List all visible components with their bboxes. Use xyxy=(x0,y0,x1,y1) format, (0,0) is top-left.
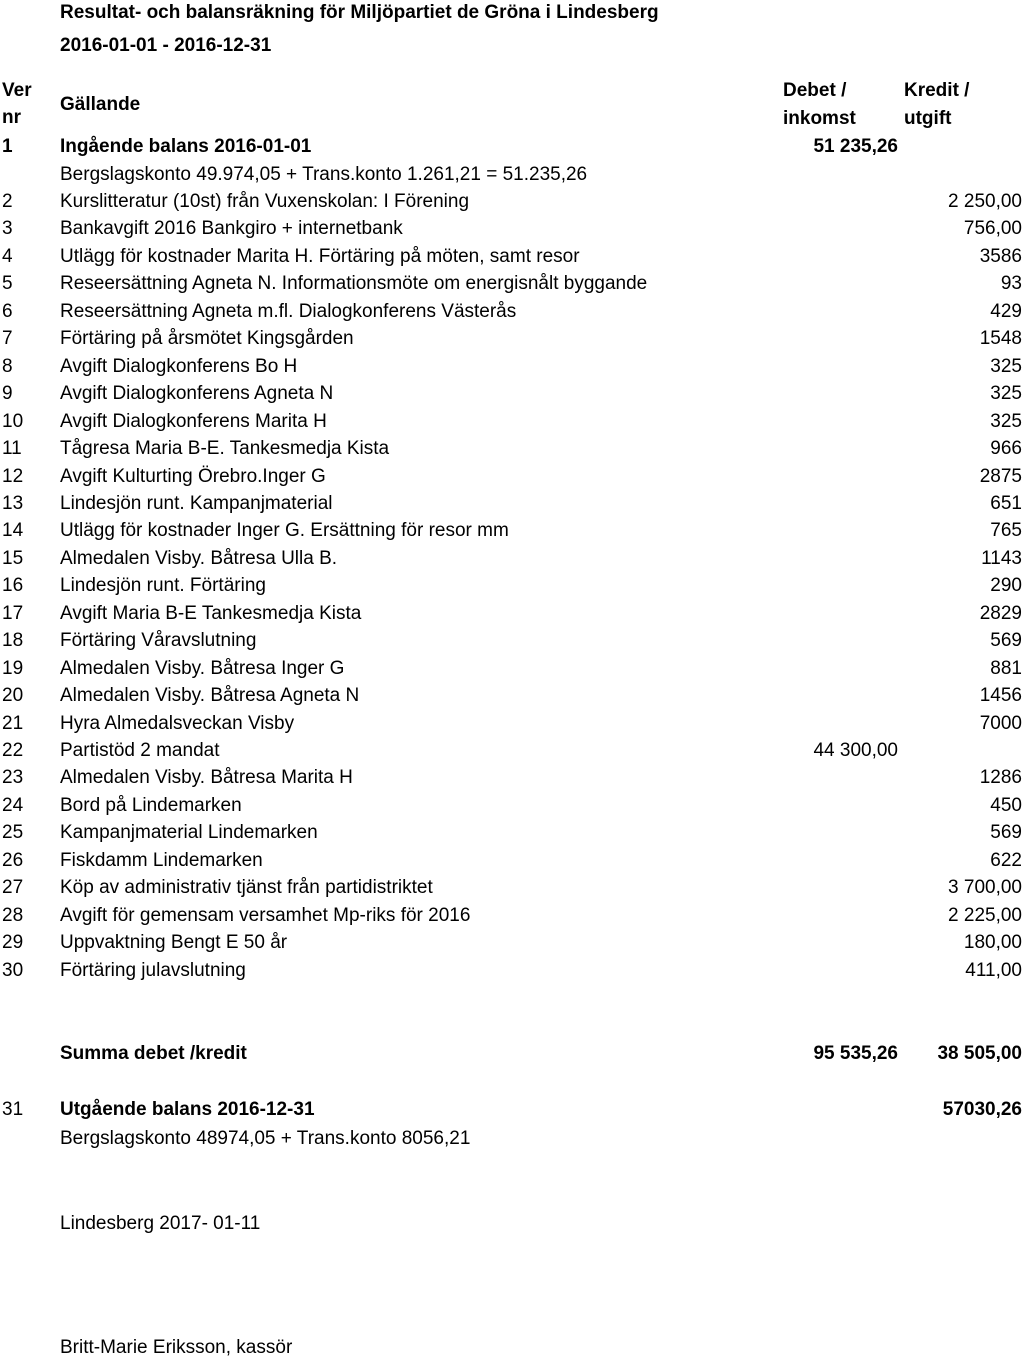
transaction-row xyxy=(0,877,1024,905)
transaction-kredit: 93 xyxy=(1000,273,1022,295)
transaction-row xyxy=(0,795,1024,823)
transaction-kredit: 1456 xyxy=(979,685,1022,707)
opening-nr: 1 xyxy=(2,136,13,157)
summa-debet: 95 535,26 xyxy=(813,1043,898,1064)
transaction-row xyxy=(0,520,1024,548)
transaction-kredit: 1143 xyxy=(981,547,1022,569)
transaction-kredit: 2 250,00 xyxy=(948,191,1022,212)
transaction-row xyxy=(0,301,1024,329)
transaction-row xyxy=(0,740,1024,768)
transaction-row xyxy=(0,328,1024,356)
transaction-nr: 21 xyxy=(2,712,24,734)
transaction-nr: 6 xyxy=(2,300,13,322)
transaction-description: Almedalen Visby. Båtresa Inger G xyxy=(60,657,345,679)
transaction-nr: 20 xyxy=(2,685,24,707)
transaction-description: Avgift för gemensam versamhet Mp-riks för 2016 xyxy=(60,904,471,926)
transaction-row xyxy=(0,191,1024,219)
header-kredit: Kredit / xyxy=(904,80,970,101)
header-debet: Debet / xyxy=(783,80,847,101)
transaction-kredit: 622 xyxy=(990,849,1022,871)
document-period: 2016-01-01 - 2016-12-31 xyxy=(60,35,272,56)
header-gallande: Gällande xyxy=(60,94,141,115)
transaction-description: Partistöd 2 mandat xyxy=(60,740,220,761)
transaction-row xyxy=(0,685,1024,713)
transaction-description: Fiskdamm Lindemarken xyxy=(60,849,263,871)
transaction-description: Almedalen Visby. Båtresa Marita H xyxy=(60,767,353,789)
transaction-kredit: 881 xyxy=(990,657,1022,679)
transaction-kredit: 569 xyxy=(990,822,1022,844)
transaction-description: Kampanjmaterial Lindemarken xyxy=(60,822,318,844)
transaction-debet: 44 300,00 xyxy=(813,740,898,761)
transaction-nr: 10 xyxy=(2,410,24,432)
transaction-description: Tågresa Maria B-E. Tankesmedja Kista xyxy=(60,438,390,460)
document-title: Resultat- och balansräkning för Miljöpartiet de Gröna i Lindesberg xyxy=(60,2,659,23)
closing-balance-row xyxy=(0,1099,1024,1127)
transaction-row xyxy=(0,960,1024,988)
transaction-nr: 23 xyxy=(2,767,24,789)
transaction-description: Utlägg för kostnader Marita H. Förtäring på möten, samt resor xyxy=(60,245,580,267)
signature: Britt-Marie Eriksson, kassör xyxy=(60,1337,293,1358)
transaction-nr: 5 xyxy=(2,273,13,295)
transaction-nr: 30 xyxy=(2,959,24,981)
transaction-row xyxy=(0,411,1024,439)
transaction-description: Lindesjön runt. Kampanjmaterial xyxy=(60,492,333,514)
transaction-row xyxy=(0,850,1024,878)
transaction-row xyxy=(0,575,1024,603)
transaction-description: Förtäring julavslutning xyxy=(60,959,246,981)
transaction-row xyxy=(0,658,1024,686)
transaction-row xyxy=(0,713,1024,741)
transaction-kredit: 651 xyxy=(990,492,1022,514)
transaction-nr: 24 xyxy=(2,794,24,816)
transaction-nr: 25 xyxy=(2,822,24,844)
transaction-nr: 22 xyxy=(2,740,24,761)
opening-label: Ingående balans 2016-01-01 xyxy=(60,136,312,157)
closing-nr: 31 xyxy=(2,1099,24,1120)
transaction-nr: 8 xyxy=(2,355,13,377)
transaction-nr: 17 xyxy=(2,602,24,624)
transaction-description: Avgift Dialogkonferens Marita H xyxy=(60,410,327,432)
transaction-row xyxy=(0,767,1024,795)
transaction-row xyxy=(0,383,1024,411)
transaction-nr: 2 xyxy=(2,191,13,212)
transaction-nr: 29 xyxy=(2,932,24,954)
transaction-description: Bankavgift 2016 Bankgiro + internetbank xyxy=(60,218,403,240)
transaction-nr: 13 xyxy=(2,492,24,514)
transaction-nr: 7 xyxy=(2,328,13,350)
summa-label: Summa debet /kredit xyxy=(60,1043,247,1064)
header-ver: Ver xyxy=(2,80,32,101)
closing-label: Utgående balans 2016-12-31 xyxy=(60,1099,315,1120)
transaction-kredit: 1548 xyxy=(979,328,1022,350)
closing-kredit: 57030,26 xyxy=(942,1099,1022,1120)
transaction-description: Förtäring Våravslutning xyxy=(60,630,257,652)
transaction-description: Kurslitteratur (10st) från Vuxenskolan: I Förening xyxy=(60,191,470,212)
transaction-row xyxy=(0,273,1024,301)
header-utgift: utgift xyxy=(904,108,952,129)
transaction-kredit: 7000 xyxy=(979,712,1022,734)
transaction-kredit: 180,00 xyxy=(963,932,1022,954)
transaction-description: Reseersättning Agneta m.fl. Dialogkonferens Västerås xyxy=(60,300,517,322)
transaction-description: Förtäring på årsmötet Kingsgården xyxy=(60,328,354,350)
transaction-row xyxy=(0,630,1024,658)
transaction-description: Avgift Dialogkonferens Bo H xyxy=(60,355,298,377)
transaction-description: Avgift Dialogkonferens Agneta N xyxy=(60,383,334,405)
opening-note: Bergslagskonto 49.974,05 + Trans.konto 1.261,21 = 51.235,26 xyxy=(60,164,588,185)
transaction-nr: 19 xyxy=(2,657,24,679)
transaction-kredit: 325 xyxy=(990,355,1022,377)
transaction-description: Avgift Maria B-E Tankesmedja Kista xyxy=(60,602,362,624)
transaction-kredit: 2829 xyxy=(979,602,1022,624)
transaction-kredit: 765 xyxy=(990,520,1022,542)
transaction-row xyxy=(0,905,1024,933)
transaction-description: Köp av administrativ tjänst från partidistriktet xyxy=(60,877,433,899)
transaction-description: Hyra Almedalsveckan Visby xyxy=(60,712,295,734)
transaction-nr: 4 xyxy=(2,245,13,267)
opening-balance-row xyxy=(0,136,1024,164)
transaction-description: Lindesjön runt. Förtäring xyxy=(60,575,266,597)
summa-row xyxy=(0,1043,1024,1071)
transaction-row xyxy=(0,822,1024,850)
transaction-nr: 26 xyxy=(2,849,24,871)
transaction-nr: 15 xyxy=(2,547,24,569)
transaction-kredit: 411,00 xyxy=(965,959,1022,981)
transaction-kredit: 966 xyxy=(990,438,1022,460)
transaction-row xyxy=(0,466,1024,494)
transaction-nr: 18 xyxy=(2,630,24,652)
transaction-kredit: 3586 xyxy=(979,245,1022,267)
transaction-kredit: 290 xyxy=(990,575,1022,597)
transaction-nr: 16 xyxy=(2,575,24,597)
opening-debet: 51 235,26 xyxy=(813,136,898,157)
transaction-description: Almedalen Visby. Båtresa Agneta N xyxy=(60,685,360,707)
transaction-row xyxy=(0,603,1024,631)
transaction-kredit: 429 xyxy=(990,300,1022,322)
transaction-kredit: 3 700,00 xyxy=(948,877,1022,899)
transaction-row xyxy=(0,548,1024,576)
place-date: Lindesberg 2017- 01-11 xyxy=(60,1213,261,1234)
transaction-description: Avgift Kulturting Örebro.Inger G xyxy=(60,465,326,487)
transaction-nr: 27 xyxy=(2,877,24,899)
transaction-nr: 11 xyxy=(2,438,22,460)
closing-note: Bergslagskonto 48974,05 + Trans.konto 8056,21 xyxy=(60,1128,471,1149)
transaction-kredit: 569 xyxy=(990,630,1022,652)
transaction-kredit: 1286 xyxy=(979,767,1022,789)
header-inkomst: inkomst xyxy=(783,108,856,129)
transaction-kredit: 325 xyxy=(990,383,1022,405)
transaction-nr: 3 xyxy=(2,218,13,240)
transaction-nr: 28 xyxy=(2,904,24,926)
transaction-description: Uppvaktning Bengt E 50 år xyxy=(60,932,288,954)
transaction-nr: 12 xyxy=(2,465,24,487)
transaction-row xyxy=(0,493,1024,521)
transaction-row xyxy=(0,932,1024,960)
transaction-kredit: 2 225,00 xyxy=(948,904,1022,926)
transaction-kredit: 2875 xyxy=(979,465,1022,487)
transaction-kredit: 450 xyxy=(990,794,1022,816)
transaction-description: Bord på Lindemarken xyxy=(60,794,242,816)
transaction-nr: 14 xyxy=(2,520,24,542)
transaction-description: Utlägg för kostnader Inger G. Ersättning för resor mm xyxy=(60,520,509,542)
transaction-row xyxy=(0,356,1024,384)
transaction-row xyxy=(0,246,1024,274)
summa-kredit: 38 505,00 xyxy=(937,1043,1022,1064)
header-nr: nr xyxy=(2,107,21,128)
transaction-description: Reseersättning Agneta N. Informationsmöte om energisnålt byggande xyxy=(60,273,648,295)
transaction-kredit: 325 xyxy=(990,410,1022,432)
transaction-description: Almedalen Visby. Båtresa Ulla B. xyxy=(60,547,338,569)
transaction-kredit: 756,00 xyxy=(963,218,1022,240)
transaction-row xyxy=(0,218,1024,246)
transaction-row xyxy=(0,438,1024,466)
transaction-nr: 9 xyxy=(2,383,13,405)
